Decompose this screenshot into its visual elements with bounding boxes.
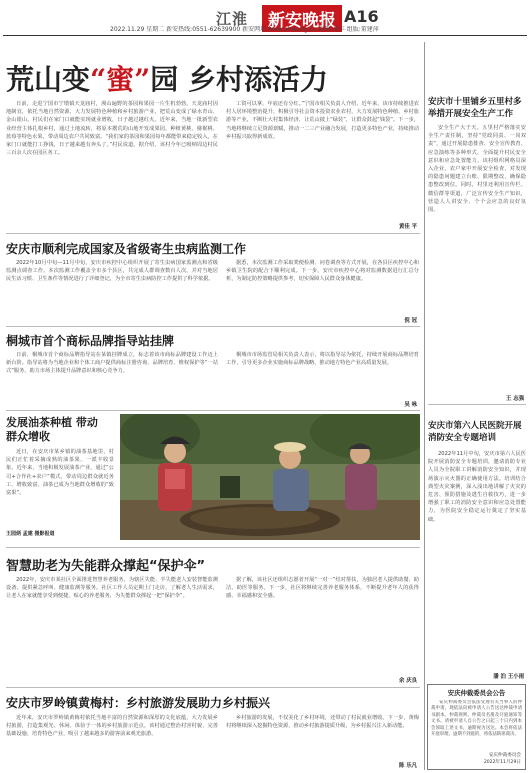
article-body: 近年来，安庆市罗岭镇黄梅村依托当地丰富的自然资源和深厚的文化底蕴，大力发展乡村旅游，打造集观光、休闲、体验于一体的乡村旅游示范点。该村通过整治村容村貌、完善基础设施、培育特色产业，吸引了越来越多的游客前来观光旅游。 xyxy=(6,715,218,738)
article-headline: 桐城市首个商标品牌指导站挂牌 xyxy=(6,334,175,348)
lead-body-left: 日前，走进宁国市宁墩镇天龙庙村，漫山遍野的茶园和果园一片生机勃勃。天龙庙村因地制宜，依托当地自然资源，大力发展特色种植和乡村旅游产业，把荒山变成了绿水青山、金山银山。村民们在家门口就能实现就业增收，日子越过越红火。近年来，当地一批新型农业经营主体扎根乡村，通过土地流转，将原本撂荒的山地开发成果园，种植黄桃、猕猴桃、蓝莓等特色水果，带动周边农户共同致富。“我们家的茶园和果园每年都能带来稳定收入，在家门口就能打工挣钱，日子越来越有奔头了。”村民说道。据介绍，该村今年已吸纳周边村民三百余人次在园区务工。 xyxy=(6,101,218,157)
arbitration-notice xyxy=(427,684,526,770)
notice-body: 安庆仲裁委员会依法受理有关当事人的仲裁申请，现依法向被申请人公告送达仲裁申请书副本、仲裁规则、仲裁员名册及开庭通知等文书。请被申请人自公告之日起三十日内到本会领取上述文书，逾期视为送达。本会将依法开庭审理，逾期不到庭的，将依法缺席裁决。 xyxy=(431,700,522,738)
divider xyxy=(6,410,420,411)
divider xyxy=(6,233,420,234)
article-body: 桐城市市场监管局相关负责人表示，将以指导站为依托，持续开展商标品牌培育工作，引导更多企业实施商标品牌战略，推动地方特色产业高质量发展。 xyxy=(226,352,419,367)
photo-image xyxy=(120,414,420,540)
sidebar-byline: 潘 泊 王小雨 xyxy=(493,674,524,680)
lead-body-right: 工资可以拿，年底还有分红。”宁国市相关负责人介绍，近年来，该市持续推进农村人居环境整治提升，积极引导社会资本投资农业农村，大力发展特色种植、乡村旅游等产业，不断壮大村集体经济，让荒山披上“绿装”，让群众鼓起“钱袋”。下一步，当地将继续立足资源禀赋，推动一二三产业融合发展，打造更多特色产业，持续推动乡村振兴取得新成效。 xyxy=(226,101,419,140)
article-byline: 陈 乐凡 xyxy=(398,763,417,769)
divider xyxy=(428,404,526,405)
masthead-rule xyxy=(3,35,527,36)
masthead xyxy=(0,0,530,34)
article-headline: 发展油茶种植 带动群众增收 xyxy=(6,416,98,443)
lead-headline-quote: “蜜” xyxy=(90,63,151,96)
sidebar-body: 2022年11月中旬，安庆市第六人民医院开展消防安全专题培训，邀请消防专业人员为全院职工讲解消防安全知识，并现场演示灭火器的正确使用方法。培训结合典型火灾案例，深入浅出地讲解了火灾的危害、预防措施及逃生自救技巧，进一步增强了职工的消防安全意识和应急处置能力，为医院安全稳定运行奠定了坚实基础。 xyxy=(428,451,526,523)
photo-credit: 王园炳 孟建 摄影报道 xyxy=(6,531,55,537)
article-headline: 智慧助老为失能群众撑起“保护伞” xyxy=(6,559,206,574)
divider xyxy=(6,687,420,688)
article-body: 2022年10月中旬—11月中旬，安庆市疾控中心组织开展了寄生虫病国家监测点和省级监测点调查工作。本次监测工作覆盖全市多个县区，共完成人群调查数百人次，并对当地居民生活习惯、卫生条件等情况进行了详细登记，为全市寄生虫病防控工作提供了科学依据。 xyxy=(6,260,218,283)
article-body: 日前，桐城市首个商标品牌指导站在某镇挂牌成立，标志着该市商标品牌建设工作迈上新台阶。指导站将为当地企业和个体工商户提供商标注册咨询、品牌培育、维权保护等“一站式”服务，助力市场主体提升品牌意识和核心竞争力。 xyxy=(6,352,218,375)
lead-byline: 黄佳 平 xyxy=(398,224,417,230)
issue-info: 2022.11.29 星期二 新安热线:0551-62639900 新安网址:www.ahwang.cn 编辑:胡丰 组版:董建萍 xyxy=(110,26,379,33)
notice-title: 安庆仲裁委员会公告 xyxy=(447,689,506,697)
sidebar-byline: 王 志强 xyxy=(505,396,524,402)
sidebar-body: 安全生产大于天。五里村严格落实安全生产责任制，坚持“党政同责、一岗双责”，通过开展隐患排查、安全宣传教育、应急演练等多种形式，全面提升村民安全意识和应急处置能力。该村组织网格员深入企业、农户家中开展安全检查，对发现的隐患问题建立台账、限期整改，确保隐患整改到位。同时，村里还利用宣传栏、微信群等渠道，广泛宣传安全生产知识，营造人人讲安全、个个会应急的良好氛围。 xyxy=(428,125,526,214)
newspaper-logo: 新安晚报 xyxy=(262,5,342,32)
article-byline: 余 庆良 xyxy=(398,678,417,684)
lead-headline-part2: 园 乡村添活力 xyxy=(150,63,328,96)
article-body: 近日，在安庆市某乡镇的油茶基地里，村民们正忙着采摘成熟的油茶果，一派丰收景象。近年来，当地积极发展油茶产业，通过“公司+合作社+农户”模式，带动周边群众就近务工、增收致富，油茶已成为当地群众增收的“致富果”。 xyxy=(6,449,114,497)
sidebar-headline: 安庆市十里铺乡五里村多举措开展安全生产工作 xyxy=(428,97,522,119)
article-byline: 吴 咏 xyxy=(404,402,417,408)
article-headline: 安庆市罗岭镇黄梅村：乡村旅游发展助力乡村振兴 xyxy=(6,696,271,710)
divider xyxy=(6,326,420,327)
column-divider xyxy=(424,42,425,770)
article-headline: 安庆市顺利完成国家及省级寄生虫病监测工作 xyxy=(6,242,247,256)
section-name: 江淮 xyxy=(216,10,249,28)
article-body: 2022年，安庆市某社区全面推进智慧养老服务，为辖区失能、半失能老人安装智能监测设备，提供紧急呼叫、健康监测等服务。社区工作人员定期上门走访，了解老人生活需求，让老人在家就能享受到便捷、贴心的养老服务，为失能群众撑起一把“保护伞”。 xyxy=(6,577,218,600)
divider xyxy=(6,547,420,548)
article-body: 据悉，本次监测工作采取粪便检测、问卷调查等方式开展，在各县区疾控中心和乡镇卫生院的配合下顺利完成。下一步，安庆市疾控中心将对监测数据进行汇总分析，为制定防控策略提供参考，切实保障人民群众身体健康。 xyxy=(226,260,419,283)
lead-headline-part1: 荒山变 xyxy=(6,63,91,96)
notice-signature: 安庆仲裁委员会 xyxy=(488,753,521,758)
article-body: 据了解，该社区还组织志愿者开展“一对一”结对帮扶，为独居老人提供助餐、助洁、助医等服务。下一步，社区将继续完善养老服务体系，不断提升老年人的获得感、幸福感和安全感。 xyxy=(226,577,419,600)
sidebar-headline: 安庆市第六人民医院开展消防安全专题培训 xyxy=(428,421,522,443)
lead-headline xyxy=(6,58,328,98)
page-number: A16 xyxy=(344,7,379,26)
article-body: 乡村旅游的发展，不仅美化了乡村环境，还带动了村民就业增收。下一步，黄梅村将继续深入挖掘特色资源，推动乡村旅游提质升级，为乡村振兴注入新动能。 xyxy=(226,715,419,730)
oil-tea-harvest-photo xyxy=(120,414,420,540)
notice-date: 2022年11月29日 xyxy=(483,760,521,765)
article-byline: 倪 冠 xyxy=(404,318,417,324)
